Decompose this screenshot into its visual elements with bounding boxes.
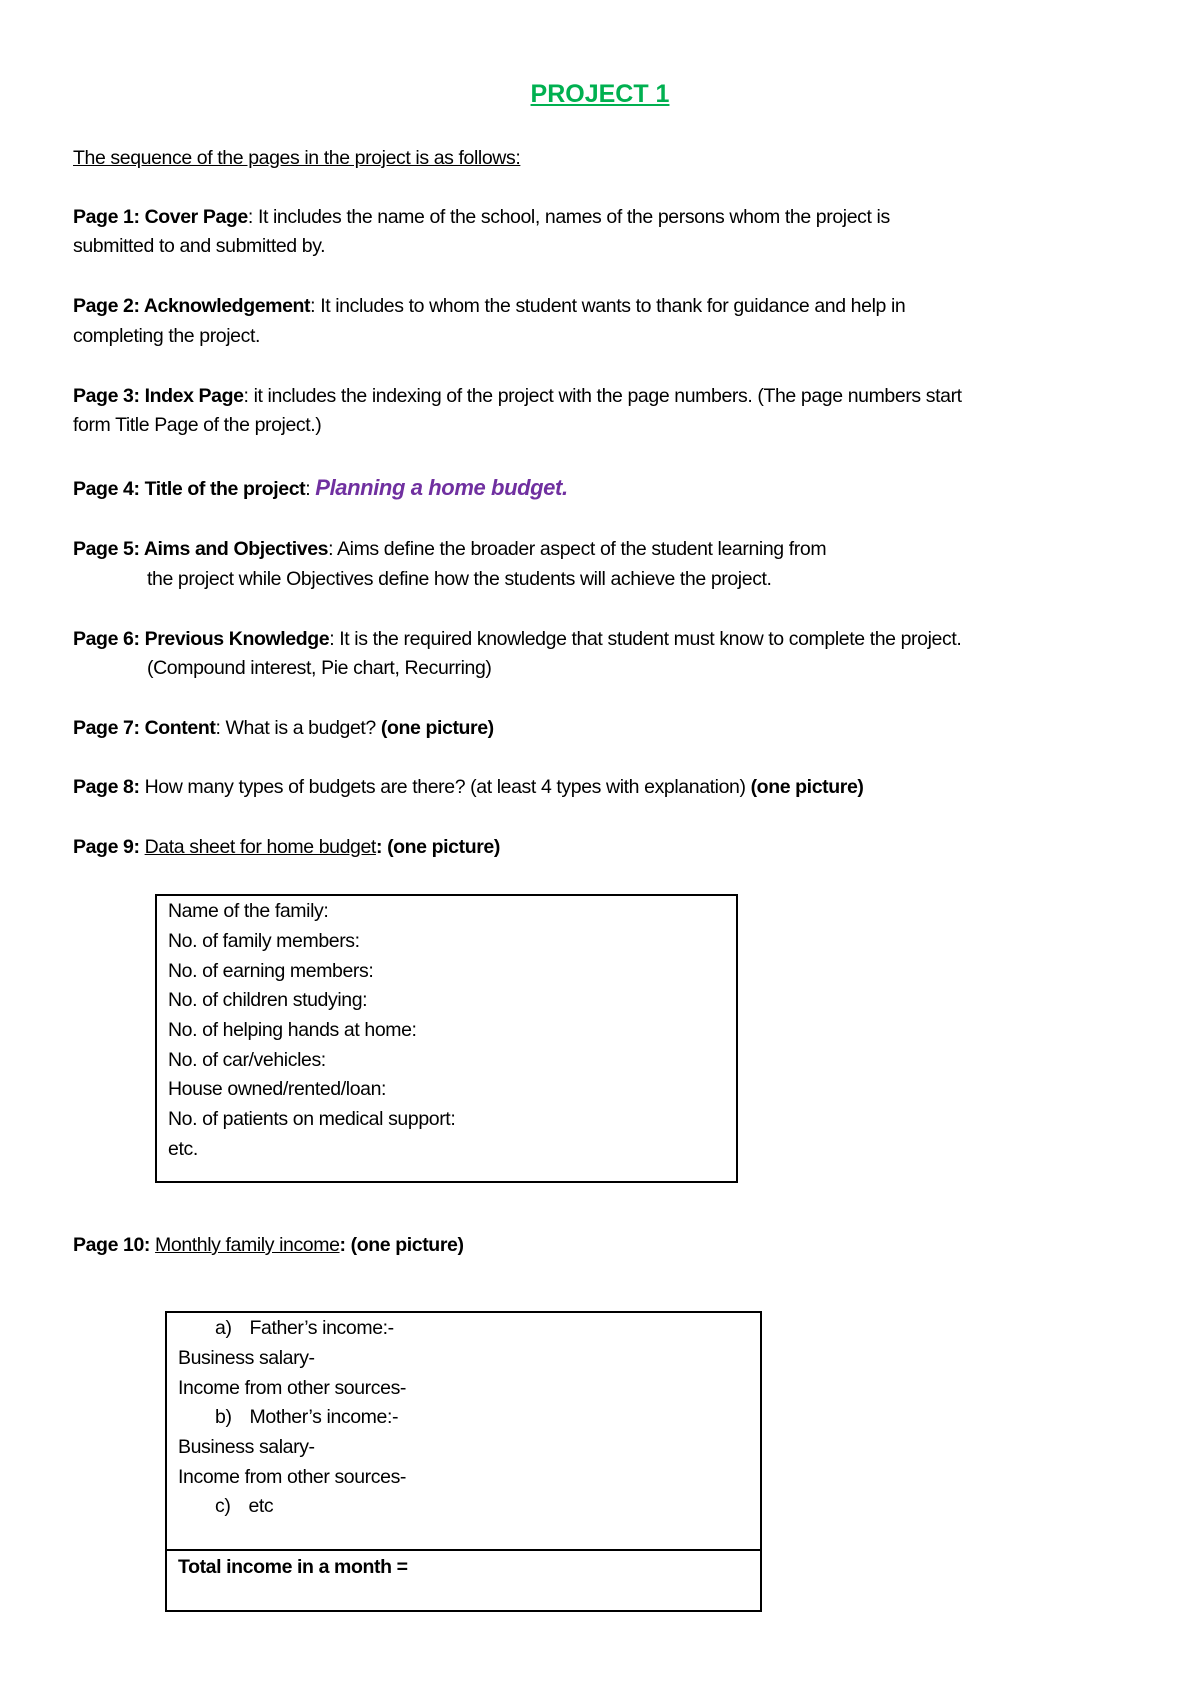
data-sheet-line: No. of helping hands at home: [168,1019,417,1041]
page-1-entry: Page 1: Cover Page: It includes the name of the school, names of the persons whom the project is [73,206,890,228]
page-3-entry-cont: form Title Page of the project.) [73,414,322,436]
income-box [165,1311,762,1612]
document-title: PROJECT 1 [530,80,670,108]
page-10-entry: Page 10: Monthly family income: (one picture) [73,1234,464,1256]
income-line: Income from other sources- [178,1377,407,1399]
intro-heading: The sequence of the pages in the project is as follows: [73,147,521,169]
data-sheet-line: No. of patients on medical support: [168,1108,456,1130]
data-sheet-line: No. of earning members: [168,960,374,982]
income-line: a) Father’s income:- [215,1317,394,1339]
data-sheet-line: etc. [168,1138,198,1160]
page-5-entry: Page 5: Aims and Objectives: Aims define the broader aspect of the student learning from [73,538,827,560]
data-sheet-line: No. of car/vehicles: [168,1049,326,1071]
data-sheet-line: Name of the family: [168,900,329,922]
income-line: Business salary- [178,1347,315,1369]
project-title: Planning a home budget. [315,475,568,500]
income-line: Income from other sources- [178,1466,407,1488]
income-line: c) etc [215,1495,274,1517]
page-2-entry-cont: completing the project. [73,325,260,347]
page-5-entry-cont: the project while Objectives define how the students will achieve the project. [147,568,772,590]
total-income-line: Total income in a month = [178,1556,408,1578]
data-sheet-box [155,894,738,1183]
data-sheet-line: No. of children studying: [168,989,368,1011]
page-8-entry: Page 8: How many types of budgets are there? (at least 4 types with explanation) (one picture) [73,776,864,798]
page-4-entry: Page 4: Title of the project: Planning a home budget. [73,475,568,500]
income-line: Business salary- [178,1436,315,1458]
income-line: b) Mother’s income:- [215,1406,399,1428]
page-3-entry: Page 3: Index Page: it includes the indexing of the project with the page numbers. (The page numbers start [73,385,962,407]
page-1-entry-cont: submitted to and submitted by. [73,235,326,257]
divider [167,1549,760,1551]
page-2-entry: Page 2: Acknowledgement: It includes to whom the student wants to thank for guidance and help in [73,295,906,317]
page-9-entry: Page 9: Data sheet for home budget: (one picture) [73,836,500,858]
page-7-entry: Page 7: Content: What is a budget? (one picture) [73,717,494,739]
data-sheet-line: House owned/rented/loan: [168,1078,387,1100]
data-sheet-line: No. of family members: [168,930,360,952]
page-6-entry-cont: (Compound interest, Pie chart, Recurring) [147,657,492,679]
page-6-entry: Page 6: Previous Knowledge: It is the required knowledge that student must know to complete the project. [73,628,962,650]
